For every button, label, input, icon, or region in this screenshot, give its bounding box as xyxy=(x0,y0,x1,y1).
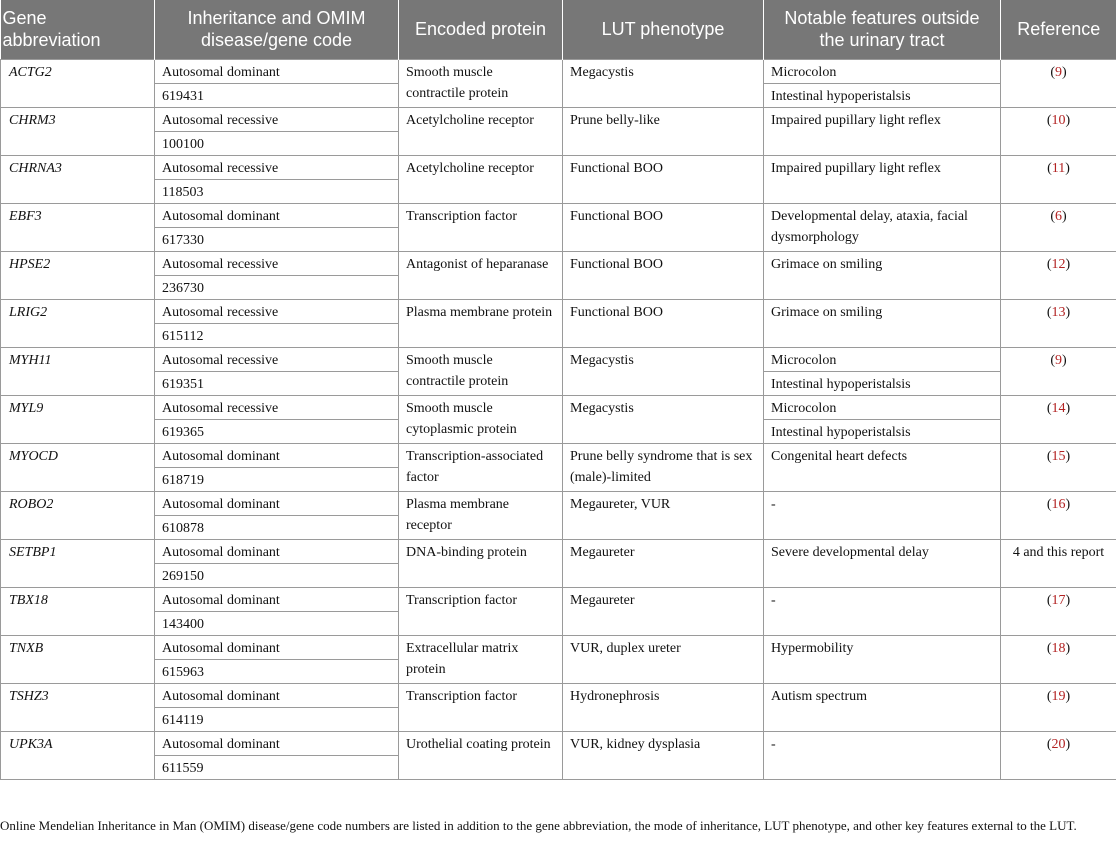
lut-phenotype-cell: Megaureter xyxy=(563,539,764,587)
lut-phenotype-cell: Megacystis xyxy=(563,395,764,443)
reference-close-paren: ) xyxy=(1065,160,1070,176)
gene-abbreviation-cell: EBF3 xyxy=(1,203,155,251)
reference-link[interactable]: 17 xyxy=(1051,592,1066,608)
encoded-protein-cell: Plasma membrane protein xyxy=(399,299,563,347)
notable-feature-cell: Developmental delay, ataxia, facial dysmorphology xyxy=(764,203,1001,251)
header-encoded-protein: Encoded protein xyxy=(399,0,563,59)
inheritance-cell: Autosomal recessive xyxy=(155,395,399,419)
reference-cell xyxy=(1001,491,1116,539)
table-row xyxy=(1,539,1116,563)
notable-feature-cell: Intestinal hypoperistalsis xyxy=(764,83,1001,107)
encoded-protein-cell: Transcription factor xyxy=(399,203,563,251)
notable-feature-cell: Impaired pupillary light reflex xyxy=(764,107,1001,155)
lut-phenotype-cell: VUR, duplex ureter xyxy=(563,635,764,683)
reference-cell xyxy=(1001,395,1116,443)
notable-feature-cell: Congenital heart defects xyxy=(764,443,1001,491)
inheritance-cell: Autosomal dominant xyxy=(155,203,399,227)
table-row xyxy=(1,683,1116,707)
table-row xyxy=(1,587,1116,611)
table-header xyxy=(1,0,1116,59)
reference-open-paren: ( xyxy=(1050,64,1055,80)
gene-abbreviation-cell: TNXB xyxy=(1,635,155,683)
reference-open-paren: ( xyxy=(1046,496,1052,512)
header-inheritance-omim: Inheritance and OMIM disease/gene code xyxy=(155,0,399,59)
inheritance-cell: Autosomal dominant xyxy=(155,443,399,467)
notable-feature-cell: Severe developmental delay xyxy=(764,539,1001,587)
reference-open-paren: ( xyxy=(1046,448,1052,464)
gene-abbreviation-cell: SETBP1 xyxy=(1,539,155,587)
lut-phenotype-cell: Functional BOO xyxy=(563,251,764,299)
reference-close-paren: ) xyxy=(1065,640,1071,656)
reference-cell xyxy=(1001,251,1116,299)
reference-close-paren: ) xyxy=(1065,256,1071,272)
gene-abbreviation-cell: ACTG2 xyxy=(1,59,155,107)
gene-abbreviation-cell: MYH11 xyxy=(1,347,155,395)
reference-open-paren: ( xyxy=(1050,208,1055,224)
notable-feature-cell: Intestinal hypoperistalsis xyxy=(764,419,1001,443)
encoded-protein-cell: Smooth muscle cytoplasmic protein xyxy=(399,395,563,443)
notable-feature-cell: Grimace on smiling xyxy=(764,251,1001,299)
inheritance-cell: Autosomal dominant xyxy=(155,539,399,563)
lut-phenotype-cell: Megaureter, VUR xyxy=(563,491,764,539)
notable-feature-cell: Microcolon xyxy=(764,347,1001,371)
reference-open-paren: ( xyxy=(1046,400,1052,416)
reference-close-paren: ) xyxy=(1065,304,1071,320)
inheritance-cell: Autosomal recessive xyxy=(155,107,399,131)
reference-close-paren: ) xyxy=(1065,736,1071,752)
lut-phenotype-cell: Hydronephrosis xyxy=(563,683,764,731)
reference-link[interactable]: 11 xyxy=(1051,160,1066,176)
reference-open-paren: ( xyxy=(1046,304,1052,320)
notable-feature-cell: Hypermobility xyxy=(764,635,1001,683)
reference-link[interactable]: 9 xyxy=(1055,352,1062,368)
inheritance-cell: Autosomal dominant xyxy=(155,59,399,83)
notable-feature-cell: - xyxy=(764,731,1001,779)
reference-link[interactable]: 14 xyxy=(1051,400,1066,416)
reference-link[interactable]: 18 xyxy=(1051,640,1066,656)
omim-code-cell: 615963 xyxy=(155,659,399,683)
omim-code-cell: 236730 xyxy=(155,275,399,299)
lut-phenotype-cell: Functional BOO xyxy=(563,203,764,251)
omim-code-cell: 618719 xyxy=(155,467,399,491)
omim-code-cell: 619365 xyxy=(155,419,399,443)
lut-phenotype-cell: Megacystis xyxy=(563,59,764,107)
inheritance-cell: Autosomal recessive xyxy=(155,251,399,275)
lut-phenotype-cell: Prune belly-like xyxy=(563,107,764,155)
reference-text: 4 and this report xyxy=(1012,544,1105,560)
reference-close-paren: ) xyxy=(1062,64,1067,80)
gene-abbreviation-cell: MYL9 xyxy=(1,395,155,443)
table-row xyxy=(1,635,1116,659)
reference-open-paren: ( xyxy=(1047,160,1052,176)
encoded-protein-cell: Extracellular matrix protein xyxy=(399,635,563,683)
reference-cell xyxy=(1001,683,1116,731)
table-row xyxy=(1,203,1116,227)
header-notable-features: Notable features outside the urinary tract xyxy=(764,0,1001,59)
encoded-protein-cell: Plasma membrane receptor xyxy=(399,491,563,539)
reference-open-paren: ( xyxy=(1050,352,1055,368)
lut-phenotype-cell: Prune belly syndrome that is sex (male)-limited xyxy=(563,443,764,491)
encoded-protein-cell: Acetylcholine receptor xyxy=(399,155,563,203)
omim-code-cell: 269150 xyxy=(155,563,399,587)
gene-abbreviation-cell: LRIG2 xyxy=(1,299,155,347)
reference-cell xyxy=(1001,587,1116,635)
lut-phenotype-cell: Megacystis xyxy=(563,347,764,395)
reference-link[interactable]: 19 xyxy=(1051,688,1066,704)
reference-close-paren: ) xyxy=(1065,448,1071,464)
inheritance-cell: Autosomal recessive xyxy=(155,347,399,371)
encoded-protein-cell: Smooth muscle contractile protein xyxy=(399,347,563,395)
encoded-protein-cell: Transcription factor xyxy=(399,587,563,635)
reference-close-paren: ) xyxy=(1062,352,1067,368)
reference-cell xyxy=(1001,299,1116,347)
table-row xyxy=(1,251,1116,275)
lut-phenotype-cell: Megaureter xyxy=(563,587,764,635)
inheritance-cell: Autosomal dominant xyxy=(155,491,399,515)
reference-link[interactable]: 12 xyxy=(1051,256,1066,272)
encoded-protein-cell: Smooth muscle contractile protein xyxy=(399,59,563,107)
reference-cell xyxy=(1001,347,1116,395)
reference-cell xyxy=(1001,203,1116,251)
notable-feature-cell: - xyxy=(764,587,1001,635)
reference-cell xyxy=(1001,443,1116,491)
inheritance-cell: Autosomal dominant xyxy=(155,635,399,659)
table-row xyxy=(1,299,1116,323)
gene-abbreviation-cell: MYOCD xyxy=(1,443,155,491)
reference-close-paren: ) xyxy=(1065,496,1071,512)
omim-code-cell: 143400 xyxy=(155,611,399,635)
omim-code-cell: 100100 xyxy=(155,131,399,155)
reference-open-paren: ( xyxy=(1046,256,1052,272)
omim-code-cell: 118503 xyxy=(155,179,399,203)
reference-close-paren: ) xyxy=(1065,592,1071,608)
table-row xyxy=(1,491,1116,515)
table-row xyxy=(1,443,1116,467)
gene-abbreviation-cell: UPK3A xyxy=(1,731,155,779)
notable-feature-cell: Grimace on smiling xyxy=(764,299,1001,347)
reference-link[interactable]: 9 xyxy=(1055,64,1062,80)
reference-cell xyxy=(1001,155,1116,203)
lut-phenotype-cell: Functional BOO xyxy=(563,299,764,347)
reference-link[interactable]: 15 xyxy=(1051,448,1066,464)
notable-feature-cell: Microcolon xyxy=(764,395,1001,419)
reference-close-paren: ) xyxy=(1065,688,1071,704)
reference-close-paren: ) xyxy=(1065,400,1071,416)
reference-link[interactable]: 16 xyxy=(1051,496,1066,512)
encoded-protein-cell: Acetylcholine receptor xyxy=(399,107,563,155)
inheritance-cell: Autosomal recessive xyxy=(155,155,399,179)
reference-link[interactable]: 20 xyxy=(1051,736,1066,752)
omim-code-cell: 619431 xyxy=(155,83,399,107)
reference-open-paren: ( xyxy=(1046,640,1052,656)
omim-code-cell: 617330 xyxy=(155,227,399,251)
gene-abbreviation-cell: CHRNA3 xyxy=(1,155,155,203)
inheritance-cell: Autosomal dominant xyxy=(155,587,399,611)
table-body xyxy=(1,59,1116,779)
reference-link[interactable]: 6 xyxy=(1055,208,1062,224)
gene-abbreviation-cell: ROBO2 xyxy=(1,491,155,539)
lut-phenotype-cell: VUR, kidney dysplasia xyxy=(563,731,764,779)
omim-code-cell: 619351 xyxy=(155,371,399,395)
reference-open-paren: ( xyxy=(1046,736,1052,752)
header-lut-phenotype: LUT phenotype xyxy=(563,0,764,59)
encoded-protein-cell: Antagonist of heparanase xyxy=(399,251,563,299)
reference-cell xyxy=(1001,59,1116,107)
reference-cell xyxy=(1001,731,1116,779)
header-row xyxy=(1,0,1116,59)
omim-code-cell: 614119 xyxy=(155,707,399,731)
encoded-protein-cell: DNA-binding protein xyxy=(399,539,563,587)
reference-cell xyxy=(1001,635,1116,683)
encoded-protein-cell: Transcription factor xyxy=(399,683,563,731)
table-row xyxy=(1,59,1116,83)
reference-open-paren: ( xyxy=(1046,688,1052,704)
notable-feature-cell: Autism spectrum xyxy=(764,683,1001,731)
table-row xyxy=(1,395,1116,419)
table-footnote: Online Mendelian Inheritance in Man (OMIM) disease/gene code numbers are listed in addition to the gene abbreviation, the mode of inheritance, LUT phenotype, and other key features external to the LUT. xyxy=(0,818,1077,833)
notable-feature-cell: Microcolon xyxy=(764,59,1001,83)
table-row xyxy=(1,107,1116,131)
encoded-protein-cell: Transcription-associated factor xyxy=(399,443,563,491)
lut-phenotype-cell: Functional BOO xyxy=(563,155,764,203)
reference-link[interactable]: 10 xyxy=(1051,112,1066,128)
gene-abbreviation-cell: CHRM3 xyxy=(1,107,155,155)
notable-feature-cell: - xyxy=(764,491,1001,539)
omim-code-cell: 611559 xyxy=(155,755,399,779)
gene-abbreviation-cell: TSHZ3 xyxy=(1,683,155,731)
reference-open-paren: ( xyxy=(1046,112,1052,128)
table-row xyxy=(1,347,1116,371)
notable-feature-cell: Intestinal hypoperistalsis xyxy=(764,371,1001,395)
omim-code-cell: 615112 xyxy=(155,323,399,347)
table-row xyxy=(1,731,1116,755)
reference-link[interactable]: 13 xyxy=(1051,304,1066,320)
reference-cell xyxy=(1001,107,1116,155)
reference-close-paren: ) xyxy=(1062,208,1067,224)
table-row xyxy=(1,155,1116,179)
gene-abbreviation-cell: HPSE2 xyxy=(1,251,155,299)
header-reference: Reference xyxy=(1001,0,1116,59)
reference-close-paren: ) xyxy=(1065,112,1071,128)
header-gene-abbreviation: Gene abbreviation xyxy=(1,0,155,59)
inheritance-cell: Autosomal recessive xyxy=(155,299,399,323)
notable-feature-cell: Impaired pupillary light reflex xyxy=(764,155,1001,203)
reference-open-paren: ( xyxy=(1046,592,1052,608)
omim-code-cell: 610878 xyxy=(155,515,399,539)
gene-abbreviation-cell: TBX18 xyxy=(1,587,155,635)
encoded-protein-cell: Urothelial coating protein xyxy=(399,731,563,779)
reference-cell xyxy=(1001,539,1116,587)
inheritance-cell: Autosomal dominant xyxy=(155,731,399,755)
inheritance-cell: Autosomal dominant xyxy=(155,683,399,707)
